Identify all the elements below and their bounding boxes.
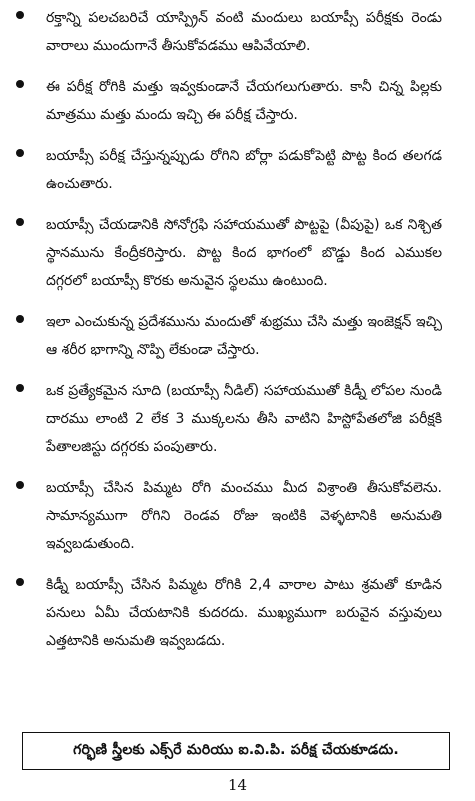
list-item-text: రక్తాన్ని పలచబరిచే యాస్ప్రిన్ వంటి మందులు బయాప్సీ పరీక్షకు రెండు వారాలు ముందుగానే తీసుకోవడము ఆపివేయాలి.: [46, 10, 442, 54]
warning-notice-box: [22, 732, 450, 770]
list-item: [16, 571, 456, 655]
list-item: [16, 4, 456, 60]
list-item-text: బయాప్సీ చేసిన పిమ్మట రోగి మంచము మీద విశ్రాంతి తీసుకోవలెను. సామాన్యముగా రోగిని రెండవ రోజు ఇంటికి వెళ్ళటానికి అనుమతి ఇవ్వబడుతుంది.: [46, 480, 442, 552]
list-item: [16, 308, 456, 364]
list-item-text: ఇలా ఎంచుకున్న ప్రదేశమును మందుతో శుభ్రము చేసి మత్తు ఇంజెక్షన్ ఇచ్చి ఆ శరీర భాగాన్ని నొప్పి లేకుండా చేస్తారు.: [46, 314, 442, 358]
page-number: 14: [227, 776, 248, 794]
list-item-text: ఈ పరీక్ష రోగికి మత్తు ఇవ్వకుండానే చేయగలుగుతారు. కానీ చిన్న పిల్లకు మాత్రము మత్తు మందు ఇచ్చి ఈ పరీక్ష చేస్తారు.: [46, 79, 442, 123]
instruction-list: [16, 4, 456, 668]
list-item-text: కిడ్నీ బయాప్సీ చేసిన పిమ్మట రోగికి 2,4 వారాల పాటు శ్రమతో కూడిన పనులు ఏమీ చేయటానికి కుదరదు. ముఖ్యముగా బరువైన వస్తువులు ఎత్తటానికి అనుమతి ఇవ్వబడదు.: [46, 577, 442, 649]
bullet-icon: [16, 11, 24, 19]
list-item: [16, 474, 456, 558]
list-item: [16, 211, 456, 295]
list-item: [16, 142, 456, 198]
list-item-text: ఒక ప్రత్యేకమైన సూది (బయాప్సీ నీడిల్) సహాయముతో కిడ్నీ లోపల నుండి దారము లాంటి 2 లేక 3 ముక్కలను తీసి వాటిని హిస్టోపేతలోజి పరీక్షకి పేతాలజిస్టు దగ్గరకు పంపుతారు.: [46, 383, 442, 455]
bullet-icon: [16, 218, 24, 226]
list-item-text: బయాప్సీ పరీక్ష చేస్తున్నప్పుడు రోగిని బోర్లా పడుకోపెట్టి పొట్ట కింద తలగడ ఉంచుతారు.: [46, 148, 442, 192]
bullet-icon: [16, 481, 24, 489]
warning-notice-text: గర్భిణి స్త్రీలకు ఎక్స్‌రే మరియు ఐ.వి.పి. పరీక్ష చేయకూడదు.: [73, 741, 399, 758]
bullet-icon: [16, 578, 24, 586]
bullet-icon: [16, 80, 24, 88]
list-item-text: బయాప్సీ చేయడానికి సోనోగ్రఫి సహాయముతో పొట్టపై (వీపుపై) ఒక నిశ్చిత స్థానమును కేంద్రీకరిస్తారు. పొట్ట కింద భాగంలో బొడ్డు కింద ఎముకల దగ్గరలో బయాప్సీ కొరకు అనువైన స్థలము ఉంటుంది.: [46, 217, 442, 289]
list-item: [16, 73, 456, 129]
list-item: [16, 377, 456, 461]
bullet-icon: [16, 384, 24, 392]
bullet-icon: [16, 149, 24, 157]
bullet-icon: [16, 315, 24, 323]
